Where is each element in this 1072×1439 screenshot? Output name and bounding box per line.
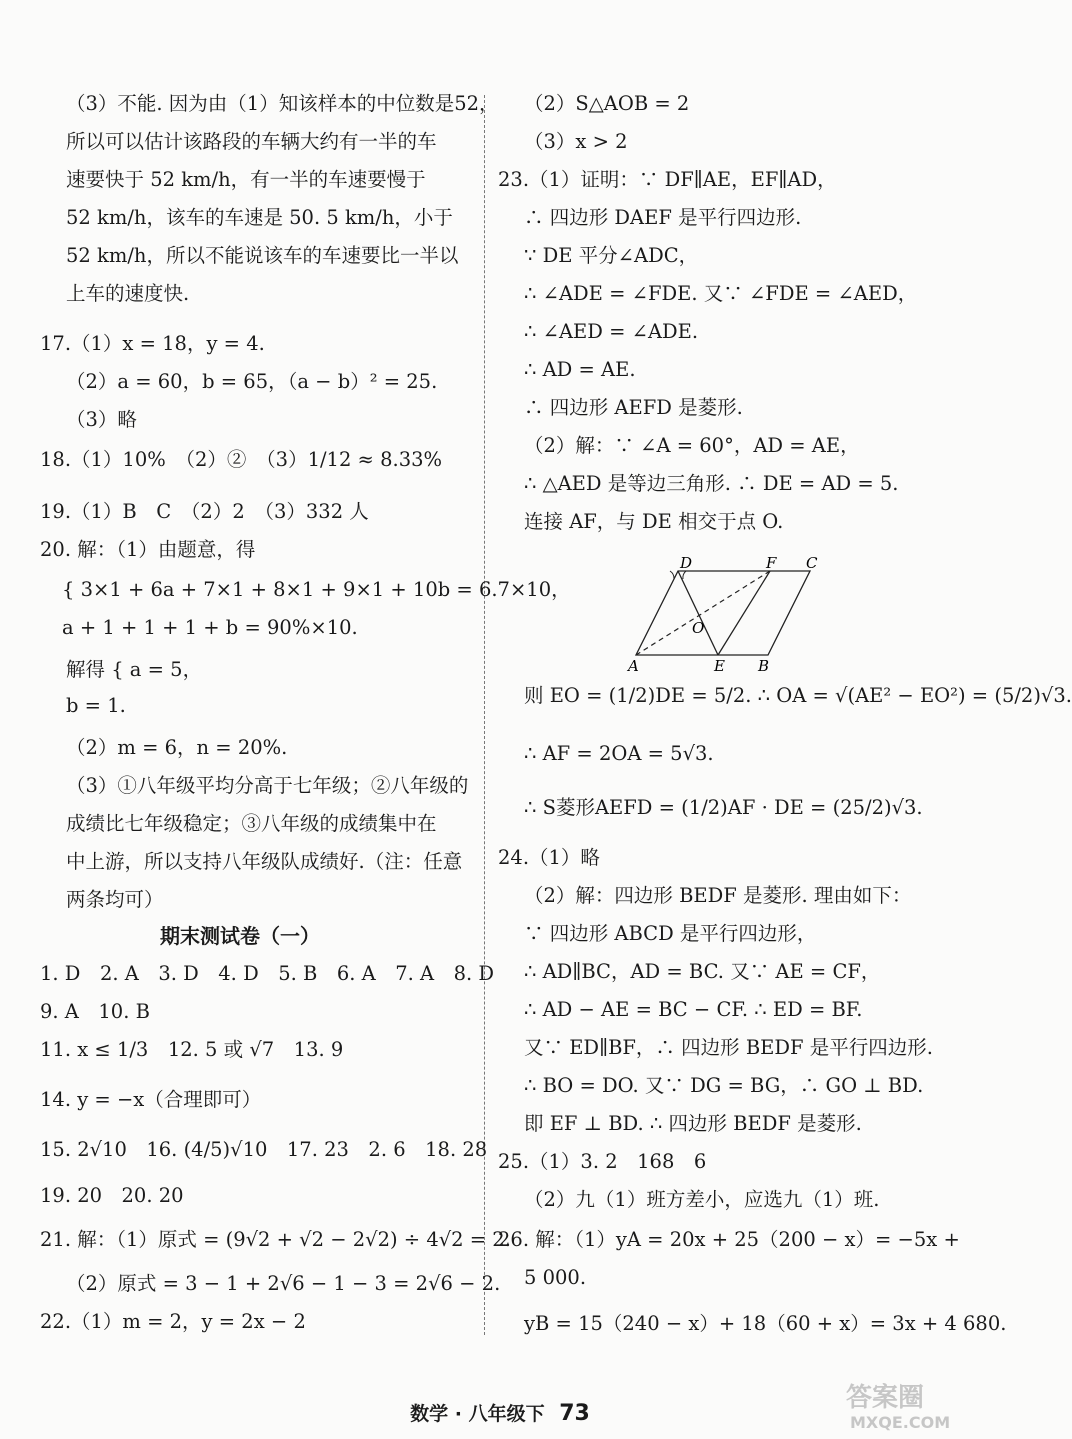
angle-mark [683, 571, 686, 579]
text-line: （3）略 [66, 408, 137, 431]
text-line: （2）S△AOB = 2 [524, 92, 690, 115]
page-number: 73 [559, 1401, 590, 1426]
text-line: 22.（1）m = 2，y = 2x − 2 [40, 1310, 306, 1333]
text-line: 解得 { a = 5， [66, 658, 203, 681]
text-line: 又∵ ED∥BF，∴ 四边形 BEDF 是平行四边形. [524, 1036, 933, 1059]
text-line: 速要快于 52 km/h，有一半的车速要慢于 [66, 168, 426, 191]
section-heading: 期末测试卷（一） [160, 924, 320, 948]
label-e: E [714, 657, 725, 675]
text-line: 中上游，所以支持八年级队成绩好.（注：任意 [66, 850, 463, 873]
segment-de [678, 571, 718, 655]
text-line: 所以可以估计该路段的车辆大约有一半的车 [66, 130, 437, 153]
label-a: A [628, 657, 639, 675]
text-line: （2）m = 6，n = 20%. [66, 736, 288, 759]
text-line: 24.（1）略 [498, 846, 600, 869]
text-line: （2）解：四边形 BEDF 是菱形. 理由如下： [524, 884, 912, 907]
text-line: ∴ ∠AED = ∠ADE. [524, 320, 699, 343]
footer-subject: 数学 · 八年级下 [410, 1403, 545, 1425]
text-line: 23.（1）证明：∵ DF∥AE，EF∥AD， [498, 168, 837, 191]
text-line: ∴ S菱形AEFD = (1/2)AF · DE = (25/2)√3. [524, 796, 923, 819]
text-line: 18.（1）10% （2）② （3）1/12 ≈ 8.33% [40, 448, 443, 471]
text-line: b = 1. [66, 694, 126, 717]
text-line: （2）解：∵ ∠A = 60°，AD = AE， [524, 434, 860, 457]
text-line: 成绩比七年级稳定；③八年级的成绩集中在 [66, 812, 437, 835]
text-line: 上车的速度快. [66, 282, 190, 305]
label-o: O [692, 619, 705, 637]
segment-af [636, 571, 770, 655]
text-line: 20. 解：（1）由题意，得 [40, 538, 256, 561]
text-line: （3）不能. 因为由（1）知该样本的中位数是52， [66, 92, 499, 115]
text-line: 19.（1）B C （2）2 （3）332 人 [40, 500, 369, 523]
segment-ef [718, 571, 770, 655]
text-line: （2）a = 60，b = 65，（a − b）² = 25. [66, 370, 438, 393]
text-line: 21. 解：（1）原式 = (9√2 + √2 − 2√2) ÷ 4√2 = 2. [40, 1228, 511, 1251]
text-line: 即 EF ⊥ BD. ∴ 四边形 BEDF 是菱形. [524, 1112, 862, 1135]
text-line: （3）x > 2 [524, 130, 628, 153]
text-line: 5 000. [524, 1266, 587, 1289]
text-line: 15. 2√10 16. (4/5)√10 17. 23 2. 6 18. 28 [40, 1138, 488, 1161]
watermark-text: 答案圈 [846, 1383, 925, 1413]
angle-mark-2 [670, 571, 674, 579]
text-line: 52 km/h，该车的车速是 50. 5 km/h，小于 [66, 206, 453, 229]
text-line: 25.（1）3. 2 168 6 [498, 1150, 707, 1173]
label-f: F [766, 554, 777, 572]
text-line: ∴ AD − AE = BC − CF. ∴ ED = BF. [524, 998, 863, 1021]
text-line: 连接 AF，与 DE 相交于点 O. [524, 510, 784, 533]
text-line: ∴ AD∥BC，AD = BC. 又∵ AE = CF， [524, 960, 881, 983]
text-line: （2）九（1）班方差小，应选九（1）班. [524, 1188, 880, 1211]
text-line: 9. A 10. B [40, 1000, 150, 1023]
text-line: { 3×1 + 6a + 7×1 + 8×1 + 9×1 + 10b = 6.7×10， [62, 578, 571, 601]
watermark-site: MXQE.COM [850, 1413, 951, 1432]
text-line: ∴ ∠ADE = ∠FDE. 又∵ ∠FDE = ∠AED， [524, 282, 918, 305]
text-line: yB = 15（240 − x）+ 18（60 + x）= 3x + 4 680. [524, 1312, 1007, 1335]
parallelogram-figure [620, 555, 830, 675]
text-line: ∴ △AED 是等边三角形. ∴ DE = AD = 5. [524, 472, 899, 495]
text-line: a + 1 + 1 + 1 + b = 90%×10. [62, 616, 358, 639]
text-line: （3）①八年级平均分高于七年级；②八年级的 [66, 774, 469, 797]
text-line: 1. D 2. A 3. D 4. D 5. B 6. A 7. A 8. D [40, 962, 495, 985]
text-line: 则 EO = (1/2)DE = 5/2. ∴ OA = √(AE² − EO²) = (5/2)√3. [524, 684, 1072, 707]
text-line: ∵ 四边形 ABCD 是平行四边形， [524, 922, 817, 945]
text-line: ∴ 四边形 AEFD 是菱形. [524, 396, 743, 419]
text-line: ∴ AD = AE. [524, 358, 636, 381]
text-line: 11. x ≤ 1/3 12. 5 或 √7 13. 9 [40, 1038, 344, 1061]
parallelogram-abcd [636, 571, 810, 655]
text-line: 14. y = −x（合理即可） [40, 1088, 262, 1111]
text-line: （2）原式 = 3 − 1 + 2√6 − 1 − 3 = 2√6 − 2. [66, 1272, 501, 1295]
label-c: C [806, 554, 818, 572]
text-line: ∴ 四边形 DAEF 是平行四边形. [524, 206, 802, 229]
label-d: D [680, 554, 693, 572]
text-line: 52 km/h，所以不能说该车的车速要比一半以 [66, 244, 459, 267]
text-line: 17.（1）x = 18，y = 4. [40, 332, 265, 355]
text-line: 26. 解：（1）yA = 20x + 25（200 − x）= −5x + [498, 1228, 960, 1251]
text-line: 两条均可） [66, 888, 164, 911]
text-line: ∴ BO = DO. 又∵ DG = BG，∴ GO ⊥ BD. [524, 1074, 924, 1097]
label-b: B [758, 657, 770, 675]
text-line: ∴ AF = 2OA = 5√3. [524, 742, 714, 765]
text-line: 19. 20 20. 20 [40, 1184, 184, 1207]
watermark-logo [842, 1376, 972, 1432]
text-line: ∵ DE 平分∠ADC， [524, 244, 699, 267]
